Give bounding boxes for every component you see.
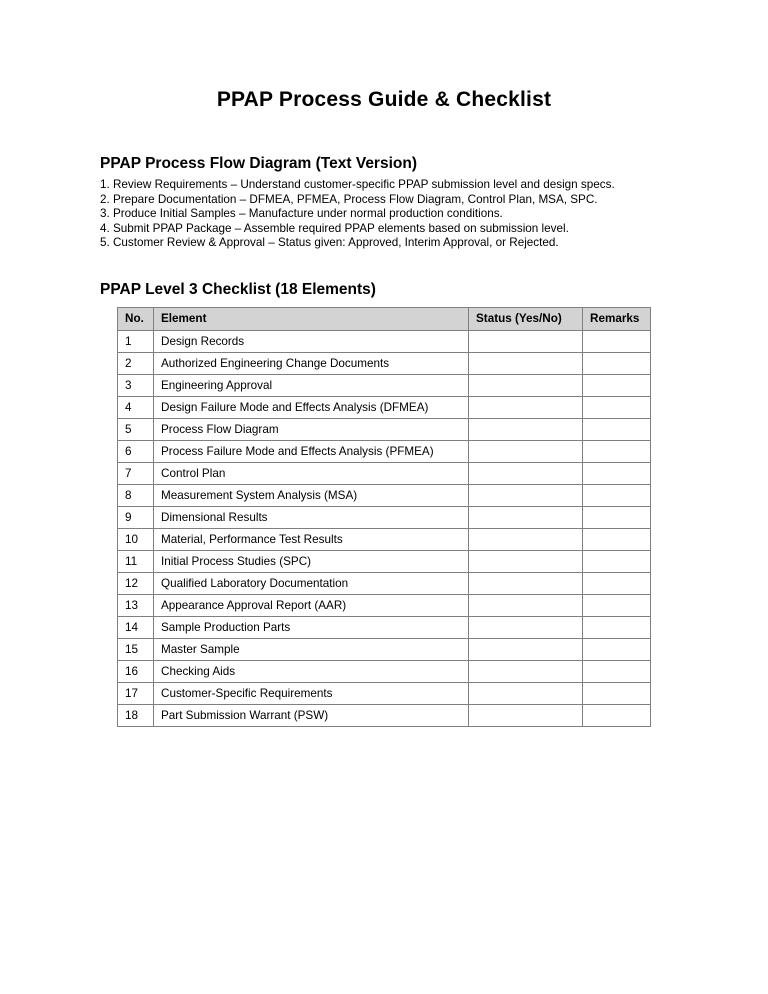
row-number-cell: 10 [118,528,154,550]
remarks-cell [583,330,651,352]
flow-step-line: 3. Produce Initial Samples – Manufacture under normal production conditions. [100,207,503,221]
flow-step-line: 1. Review Requirements – Understand customer-specific PPAP submission level and design specs. [100,178,615,191]
table-row [118,550,651,572]
remarks-cell [583,660,651,682]
remarks-cell [583,550,651,572]
element-cell: Authorized Engineering Change Documents [154,352,469,374]
element-cell: Sample Production Parts [154,616,469,638]
header-no: No. [118,307,154,330]
element-cell: Dimensional Results [154,506,469,528]
row-number-cell: 17 [118,682,154,704]
table-row [118,506,651,528]
status-cell [469,396,583,418]
element-cell: Process Flow Diagram [154,418,469,440]
flow-step-line: 5. Customer Review & Approval – Status given: Approved, Interim Approval, or Rejected. [100,236,559,250]
status-cell [469,506,583,528]
status-cell [469,440,583,462]
element-cell: Material, Performance Test Results [154,528,469,550]
remarks-cell [583,440,651,462]
row-number-cell: 6 [118,440,154,462]
table-row [118,638,651,660]
table-row [118,594,651,616]
checklist-table-body [118,330,651,726]
row-number-cell: 11 [118,550,154,572]
element-cell: Engineering Approval [154,374,469,396]
remarks-cell [583,484,651,506]
element-cell: Customer-Specific Requirements [154,682,469,704]
status-cell [469,352,583,374]
header-status: Status (Yes/No) [469,307,583,330]
element-cell: Process Failure Mode and Effects Analysis (PFMEA) [154,440,469,462]
element-cell: Control Plan [154,462,469,484]
row-number-cell: 15 [118,638,154,660]
table-row [118,396,651,418]
table-row [118,572,651,594]
remarks-cell [583,396,651,418]
status-cell [469,616,583,638]
table-row [118,484,651,506]
remarks-cell [583,704,651,726]
page-title: PPAP Process Guide & Checklist [216,88,552,111]
status-cell [469,682,583,704]
remarks-cell [583,638,651,660]
status-cell [469,374,583,396]
row-number-cell: 14 [118,616,154,638]
row-number-cell: 3 [118,374,154,396]
table-row [118,528,651,550]
flow-section-heading: PPAP Process Flow Diagram (Text Version) [100,155,417,172]
element-cell: Qualified Laboratory Documentation [154,572,469,594]
status-cell [469,638,583,660]
remarks-cell [583,594,651,616]
element-cell: Part Submission Warrant (PSW) [154,704,469,726]
table-header-row [118,307,651,330]
element-cell: Checking Aids [154,660,469,682]
status-cell [469,572,583,594]
row-number-cell: 4 [118,396,154,418]
status-cell [469,594,583,616]
remarks-cell [583,682,651,704]
remarks-cell [583,374,651,396]
table-row [118,616,651,638]
element-cell: Initial Process Studies (SPC) [154,550,469,572]
table-row [118,462,651,484]
remarks-cell [583,616,651,638]
element-cell: Design Records [154,330,469,352]
header-element: Element [154,307,469,330]
remarks-cell [583,352,651,374]
row-number-cell: 5 [118,418,154,440]
row-number-cell: 16 [118,660,154,682]
status-cell [469,462,583,484]
row-number-cell: 1 [118,330,154,352]
remarks-cell [583,572,651,594]
element-cell: Measurement System Analysis (MSA) [154,484,469,506]
flow-step-line: 4. Submit PPAP Package – Assemble required PPAP elements based on submission level. [100,221,569,235]
row-number-cell: 18 [118,704,154,726]
status-cell [469,550,583,572]
table-row [118,440,651,462]
table-row [118,704,651,726]
status-cell [469,484,583,506]
element-cell: Design Failure Mode and Effects Analysis (DFMEA) [154,396,469,418]
status-cell [469,330,583,352]
remarks-cell [583,418,651,440]
row-number-cell: 12 [118,572,154,594]
flow-steps [100,178,666,251]
checklist-table [117,307,651,727]
status-cell [469,528,583,550]
checklist-section-heading: PPAP Level 3 Checklist (18 Elements) [100,280,376,298]
flow-step-line: 2. Prepare Documentation – DFMEA, PFMEA, Process Flow Diagram, Control Plan, MSA, SPC. [100,192,598,206]
status-cell [469,704,583,726]
remarks-cell [583,462,651,484]
checklist-table-wrap [117,307,668,727]
header-remarks: Remarks [583,307,651,330]
row-number-cell: 7 [118,462,154,484]
table-row [118,330,651,352]
element-cell: Appearance Approval Report (AAR) [154,594,469,616]
table-row [118,682,651,704]
element-cell: Master Sample [154,638,469,660]
remarks-cell [583,528,651,550]
table-row [118,418,651,440]
status-cell [469,418,583,440]
row-number-cell: 13 [118,594,154,616]
table-row [118,374,651,396]
remarks-cell [583,506,651,528]
table-row [118,660,651,682]
row-number-cell: 2 [118,352,154,374]
table-row [118,352,651,374]
row-number-cell: 9 [118,506,154,528]
status-cell [469,660,583,682]
row-number-cell: 8 [118,484,154,506]
